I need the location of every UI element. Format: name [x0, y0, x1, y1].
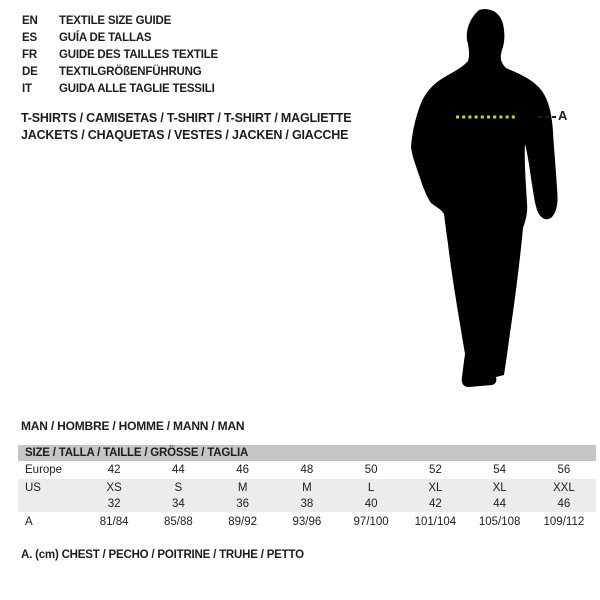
size-cell: 56 [557, 464, 571, 476]
size-cell: M [302, 481, 312, 494]
table-row-europe [18, 461, 596, 479]
size-table [18, 445, 596, 531]
table-row-us [18, 479, 596, 496]
row-label: US [25, 481, 41, 494]
language-code: FR [22, 48, 37, 61]
table-row-us-numeric [18, 496, 596, 512]
size-cell: 34 [171, 498, 185, 510]
size-cell: 38 [300, 498, 314, 510]
man-silhouette-svg [395, 5, 575, 395]
size-cell: 36 [236, 498, 250, 510]
size-cell: S [174, 481, 183, 494]
language-code: IT [22, 82, 32, 95]
language-label: GUIDA ALLE TAGLIE TESSILI [59, 82, 215, 95]
gender-heading: MAN / HOMBRE / HOMME / MANN / MAN [21, 419, 245, 433]
language-code: ES [22, 31, 37, 44]
row-label: A [25, 515, 33, 528]
size-table-header: SIZE / TALLA / TAILLE / GRÖSSE / TAGLIA [18, 445, 596, 461]
size-cell: L [367, 481, 375, 494]
product-line-tshirts: T-SHIRTS / CAMISETAS / T-SHIRT / T-SHIRT / MAGLIETTE [21, 111, 352, 125]
measurement-figure [395, 5, 575, 395]
size-cell: 44 [493, 498, 507, 510]
size-cell: 32 [107, 498, 121, 510]
size-cell: 46 [236, 464, 250, 476]
size-cell: 101/104 [414, 515, 457, 528]
language-row-fr [22, 46, 218, 63]
size-cell: 81/84 [99, 515, 129, 528]
size-cell: 44 [171, 464, 185, 476]
language-row-it [22, 80, 218, 97]
size-cell: XS [106, 481, 122, 494]
product-line-jackets: JACKETS / CHAQUETAS / VESTES / JACKEN / GIACCHE [21, 128, 349, 142]
table-row-chest-cm [18, 512, 596, 531]
language-label: GUÍA DE TALLAS [59, 31, 152, 44]
size-cell: 105/108 [478, 515, 521, 528]
language-label: GUIDE DES TAILLES TEXTILE [59, 48, 218, 61]
size-cell: 97/100 [353, 515, 389, 528]
size-cell: 93/96 [292, 515, 322, 528]
size-cell: 48 [300, 464, 314, 476]
measurement-footnote: A. (cm) CHEST / PECHO / POITRINE / TRUHE / PETTO [21, 549, 304, 561]
size-cell: M [237, 481, 248, 494]
size-cell: 89/92 [228, 515, 258, 528]
measure-label-a: A [558, 108, 568, 123]
size-cell: 42 [428, 498, 442, 510]
size-cell: XXL [553, 481, 575, 494]
language-list [22, 12, 218, 97]
size-cell: 50 [364, 464, 378, 476]
row-label: Europe [25, 464, 63, 476]
size-cell: 109/112 [543, 515, 585, 528]
man-silhouette [411, 9, 557, 387]
size-cell: 42 [107, 464, 121, 476]
size-cell: 46 [557, 498, 571, 510]
size-cell: 54 [493, 464, 507, 476]
size-cell: 52 [428, 464, 442, 476]
size-cell: 85/88 [163, 515, 193, 528]
language-code: DE [22, 65, 38, 78]
language-label: TEXTILE SIZE GUIDE [59, 14, 172, 27]
language-row-de [22, 63, 218, 80]
size-cell: 40 [364, 498, 378, 510]
size-cell: XL [492, 481, 507, 494]
language-code: EN [22, 14, 38, 27]
language-row-es [22, 29, 218, 46]
product-category-lines [21, 110, 351, 144]
size-cell: XL [428, 481, 443, 494]
language-label: TEXTILGRÖßENFÜHRUNG [59, 65, 202, 78]
language-row-en [22, 12, 218, 29]
